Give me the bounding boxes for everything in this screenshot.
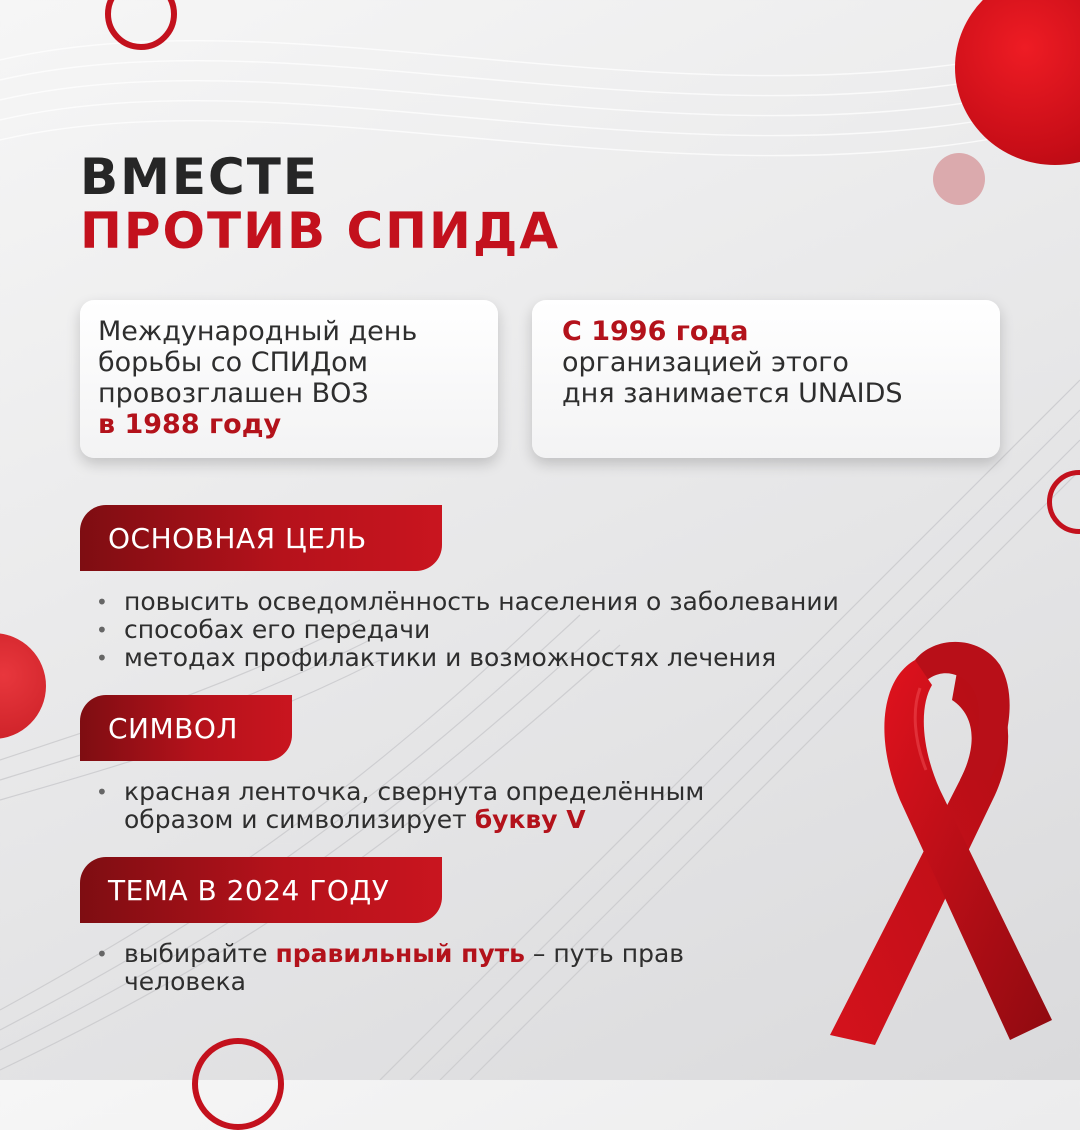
info-card-established (80, 300, 498, 458)
section-label-goal: ОСНОВНАЯ ЦЕЛЬ (80, 505, 442, 571)
section-label-theme: ТЕМА В 2024 ГОДУ (80, 857, 442, 923)
symbol-item-highlight: букву V (474, 805, 586, 834)
list-item: • повысить осведомлённость населения о заболевании (96, 588, 956, 616)
title-line-2: ПРОТИВ СПИДА (80, 202, 561, 260)
list-item (96, 778, 776, 834)
decorative-ring-bottom (192, 1038, 284, 1130)
theme-item-suffix: – путь прав человека (124, 939, 685, 996)
theme-item-highlight: правильный путь (275, 939, 525, 968)
card-right-highlight: С 1996 года (562, 316, 749, 347)
card-left-line-1: Международный день (98, 316, 418, 347)
section-label-symbol: СИМВОЛ (80, 695, 292, 761)
list-item: • методах профилактики и возможностях лечения (96, 644, 956, 672)
symbol-item-text: красная ленточка, свернута определённым образом и символизирует (124, 777, 705, 834)
red-awareness-ribbon-icon (820, 630, 1060, 1050)
theme-item-prefix: выбирайте (124, 939, 268, 968)
symbol-list (96, 778, 776, 834)
card-left-highlight: в 1988 году (98, 409, 282, 440)
card-right-line-2: дня занимается UNAIDS (562, 378, 903, 409)
info-card-unaids (532, 300, 1000, 458)
card-right-line-1: организацией этого (562, 347, 849, 378)
card-left-line-3: провозглашен ВОЗ (98, 378, 369, 409)
page-title (80, 150, 560, 258)
list-item (96, 940, 696, 996)
title-line-1: ВМЕСТЕ (80, 148, 319, 206)
card-left-line-2: борьбы со СПИДом (98, 347, 369, 378)
list-item: • способах его передачи (96, 616, 956, 644)
theme-list (96, 940, 696, 996)
decorative-pink-dot (933, 153, 985, 205)
